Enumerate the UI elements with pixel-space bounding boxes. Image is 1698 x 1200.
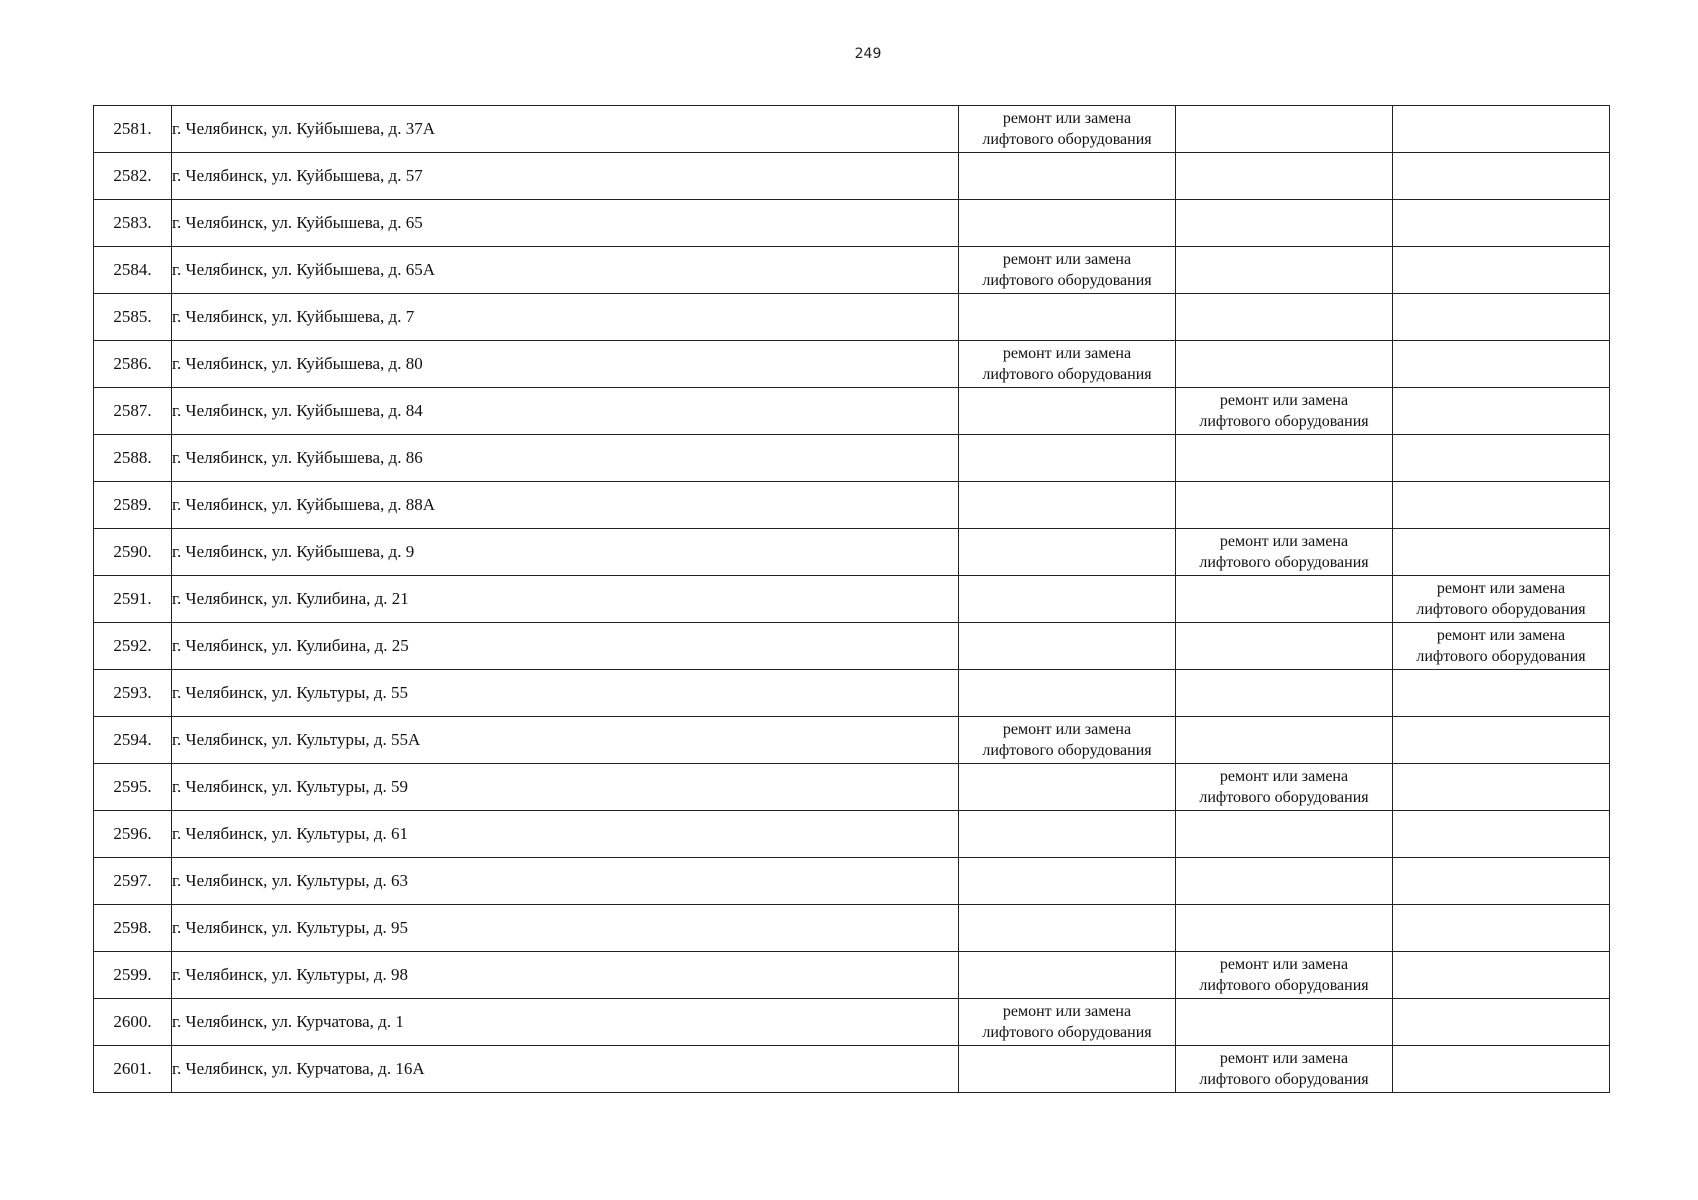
row-number: 2588. xyxy=(94,435,172,482)
work-cell-c xyxy=(1393,1046,1610,1093)
row-address: г. Челябинск, ул. Куйбышева, д. 7 xyxy=(172,294,959,341)
row-number: 2600. xyxy=(94,999,172,1046)
work-cell-c xyxy=(1393,764,1610,811)
row-address: г. Челябинск, ул. Курчатова, д. 1 xyxy=(172,999,959,1046)
work-cell-b xyxy=(1176,482,1393,529)
row-address: г. Челябинск, ул. Культуры, д. 55А xyxy=(172,717,959,764)
work-cell-a xyxy=(959,153,1176,200)
work-text: ремонт или замена лифтового оборудования xyxy=(1199,533,1369,571)
row-number: 2586. xyxy=(94,341,172,388)
row-address: г. Челябинск, ул. Куйбышева, д. 57 xyxy=(172,153,959,200)
work-text: ремонт или замена лифтового оборудования xyxy=(982,110,1152,148)
row-address: г. Челябинск, ул. Куйбышева, д. 84 xyxy=(172,388,959,435)
work-cell-b xyxy=(1176,388,1393,435)
work-cell-c xyxy=(1393,529,1610,576)
work-cell-b xyxy=(1176,294,1393,341)
row-number: 2582. xyxy=(94,153,172,200)
work-cell-c xyxy=(1393,106,1610,153)
row-number: 2581. xyxy=(94,106,172,153)
row-address: г. Челябинск, ул. Куйбышева, д. 65А xyxy=(172,247,959,294)
row-number: 2584. xyxy=(94,247,172,294)
work-cell-a xyxy=(959,717,1176,764)
work-cell-a xyxy=(959,764,1176,811)
work-cell-a xyxy=(959,482,1176,529)
work-text: ремонт или замена лифтового оборудования xyxy=(1199,1050,1369,1088)
work-cell-c xyxy=(1393,905,1610,952)
work-cell-b xyxy=(1176,200,1393,247)
work-cell-a xyxy=(959,576,1176,623)
work-cell-c xyxy=(1393,576,1610,623)
work-text: ремонт или замена лифтового оборудования xyxy=(1199,956,1369,994)
work-cell-b xyxy=(1176,435,1393,482)
work-cell-b xyxy=(1176,999,1393,1046)
row-address: г. Челябинск, ул. Культуры, д. 63 xyxy=(172,858,959,905)
work-cell-a xyxy=(959,905,1176,952)
work-cell-a xyxy=(959,341,1176,388)
row-number: 2594. xyxy=(94,717,172,764)
row-address: г. Челябинск, ул. Кулибина, д. 25 xyxy=(172,623,959,670)
row-address: г. Челябинск, ул. Курчатова, д. 16А xyxy=(172,1046,959,1093)
table-row xyxy=(94,999,1610,1046)
row-number: 2590. xyxy=(94,529,172,576)
table-row xyxy=(94,811,1610,858)
row-address: г. Челябинск, ул. Культуры, д. 98 xyxy=(172,952,959,999)
work-cell-c xyxy=(1393,952,1610,999)
row-number: 2598. xyxy=(94,905,172,952)
table-row xyxy=(94,717,1610,764)
work-cell-c xyxy=(1393,200,1610,247)
work-text: ремонт или замена лифтового оборудования xyxy=(982,251,1152,289)
work-cell-c xyxy=(1393,341,1610,388)
work-cell-b xyxy=(1176,670,1393,717)
table-row xyxy=(94,435,1610,482)
table-row xyxy=(94,341,1610,388)
table-row xyxy=(94,576,1610,623)
work-cell-a xyxy=(959,999,1176,1046)
work-text: ремонт или замена лифтового оборудования xyxy=(982,1003,1152,1041)
table-row xyxy=(94,106,1610,153)
work-cell-c xyxy=(1393,247,1610,294)
work-cell-c xyxy=(1393,153,1610,200)
row-address: г. Челябинск, ул. Культуры, д. 59 xyxy=(172,764,959,811)
table-row xyxy=(94,247,1610,294)
work-cell-b xyxy=(1176,153,1393,200)
table-row xyxy=(94,858,1610,905)
row-number: 2592. xyxy=(94,623,172,670)
row-number: 2583. xyxy=(94,200,172,247)
table-row xyxy=(94,529,1610,576)
work-cell-b xyxy=(1176,858,1393,905)
work-text: ремонт или замена лифтового оборудования xyxy=(1199,768,1369,806)
work-cell-c xyxy=(1393,811,1610,858)
row-number: 2591. xyxy=(94,576,172,623)
work-cell-a xyxy=(959,811,1176,858)
work-cell-c xyxy=(1393,670,1610,717)
work-cell-a xyxy=(959,952,1176,999)
row-number: 2601. xyxy=(94,1046,172,1093)
work-cell-c xyxy=(1393,482,1610,529)
table-row xyxy=(94,294,1610,341)
work-cell-a xyxy=(959,200,1176,247)
work-cell-b xyxy=(1176,247,1393,294)
work-cell-b xyxy=(1176,106,1393,153)
row-number: 2599. xyxy=(94,952,172,999)
work-cell-a xyxy=(959,670,1176,717)
work-cell-a xyxy=(959,623,1176,670)
work-cell-c xyxy=(1393,388,1610,435)
work-cell-a xyxy=(959,247,1176,294)
work-text: ремонт или замена лифтового оборудования xyxy=(1416,627,1586,665)
work-cell-c xyxy=(1393,999,1610,1046)
row-number: 2595. xyxy=(94,764,172,811)
work-cell-a xyxy=(959,106,1176,153)
row-address: г. Челябинск, ул. Культуры, д. 95 xyxy=(172,905,959,952)
row-address: г. Челябинск, ул. Куйбышева, д. 9 xyxy=(172,529,959,576)
work-cell-b xyxy=(1176,905,1393,952)
page-number: 249 xyxy=(854,46,882,62)
table-row xyxy=(94,482,1610,529)
table-row xyxy=(94,952,1610,999)
work-text: ремонт или замена лифтового оборудования xyxy=(1416,580,1586,618)
row-address: г. Челябинск, ул. Куйбышева, д. 88А xyxy=(172,482,959,529)
row-number: 2585. xyxy=(94,294,172,341)
work-cell-b xyxy=(1176,623,1393,670)
row-number: 2587. xyxy=(94,388,172,435)
work-cell-b xyxy=(1176,341,1393,388)
row-address: г. Челябинск, ул. Культуры, д. 55 xyxy=(172,670,959,717)
work-cell-a xyxy=(959,435,1176,482)
work-cell-a xyxy=(959,294,1176,341)
table-row xyxy=(94,670,1610,717)
work-cell-c xyxy=(1393,435,1610,482)
work-cell-b xyxy=(1176,764,1393,811)
work-text: ремонт или замена лифтового оборудования xyxy=(982,345,1152,383)
table-row xyxy=(94,905,1610,952)
work-cell-a xyxy=(959,529,1176,576)
work-cell-b xyxy=(1176,529,1393,576)
registry-table xyxy=(93,105,1610,1093)
work-cell-c xyxy=(1393,858,1610,905)
table-row xyxy=(94,1046,1610,1093)
work-cell-a xyxy=(959,858,1176,905)
work-cell-b xyxy=(1176,576,1393,623)
work-cell-b xyxy=(1176,952,1393,999)
work-text: ремонт или замена лифтового оборудования xyxy=(1199,392,1369,430)
row-number: 2589. xyxy=(94,482,172,529)
row-address: г. Челябинск, ул. Куйбышева, д. 86 xyxy=(172,435,959,482)
work-cell-a xyxy=(959,388,1176,435)
row-address: г. Челябинск, ул. Куйбышева, д. 37А xyxy=(172,106,959,153)
row-number: 2596. xyxy=(94,811,172,858)
work-cell-c xyxy=(1393,623,1610,670)
table-row xyxy=(94,623,1610,670)
row-number: 2597. xyxy=(94,858,172,905)
table-row xyxy=(94,153,1610,200)
work-text: ремонт или замена лифтового оборудования xyxy=(982,721,1152,759)
work-cell-b xyxy=(1176,1046,1393,1093)
row-address: г. Челябинск, ул. Кулибина, д. 21 xyxy=(172,576,959,623)
work-cell-c xyxy=(1393,294,1610,341)
table-row xyxy=(94,200,1610,247)
work-cell-b xyxy=(1176,717,1393,764)
row-address: г. Челябинск, ул. Куйбышева, д. 65 xyxy=(172,200,959,247)
row-address: г. Челябинск, ул. Куйбышева, д. 80 xyxy=(172,341,959,388)
table-row xyxy=(94,764,1610,811)
row-address: г. Челябинск, ул. Культуры, д. 61 xyxy=(172,811,959,858)
table-row xyxy=(94,388,1610,435)
work-cell-b xyxy=(1176,811,1393,858)
row-number: 2593. xyxy=(94,670,172,717)
registry-table-body xyxy=(94,106,1610,1093)
work-cell-c xyxy=(1393,717,1610,764)
work-cell-a xyxy=(959,1046,1176,1093)
